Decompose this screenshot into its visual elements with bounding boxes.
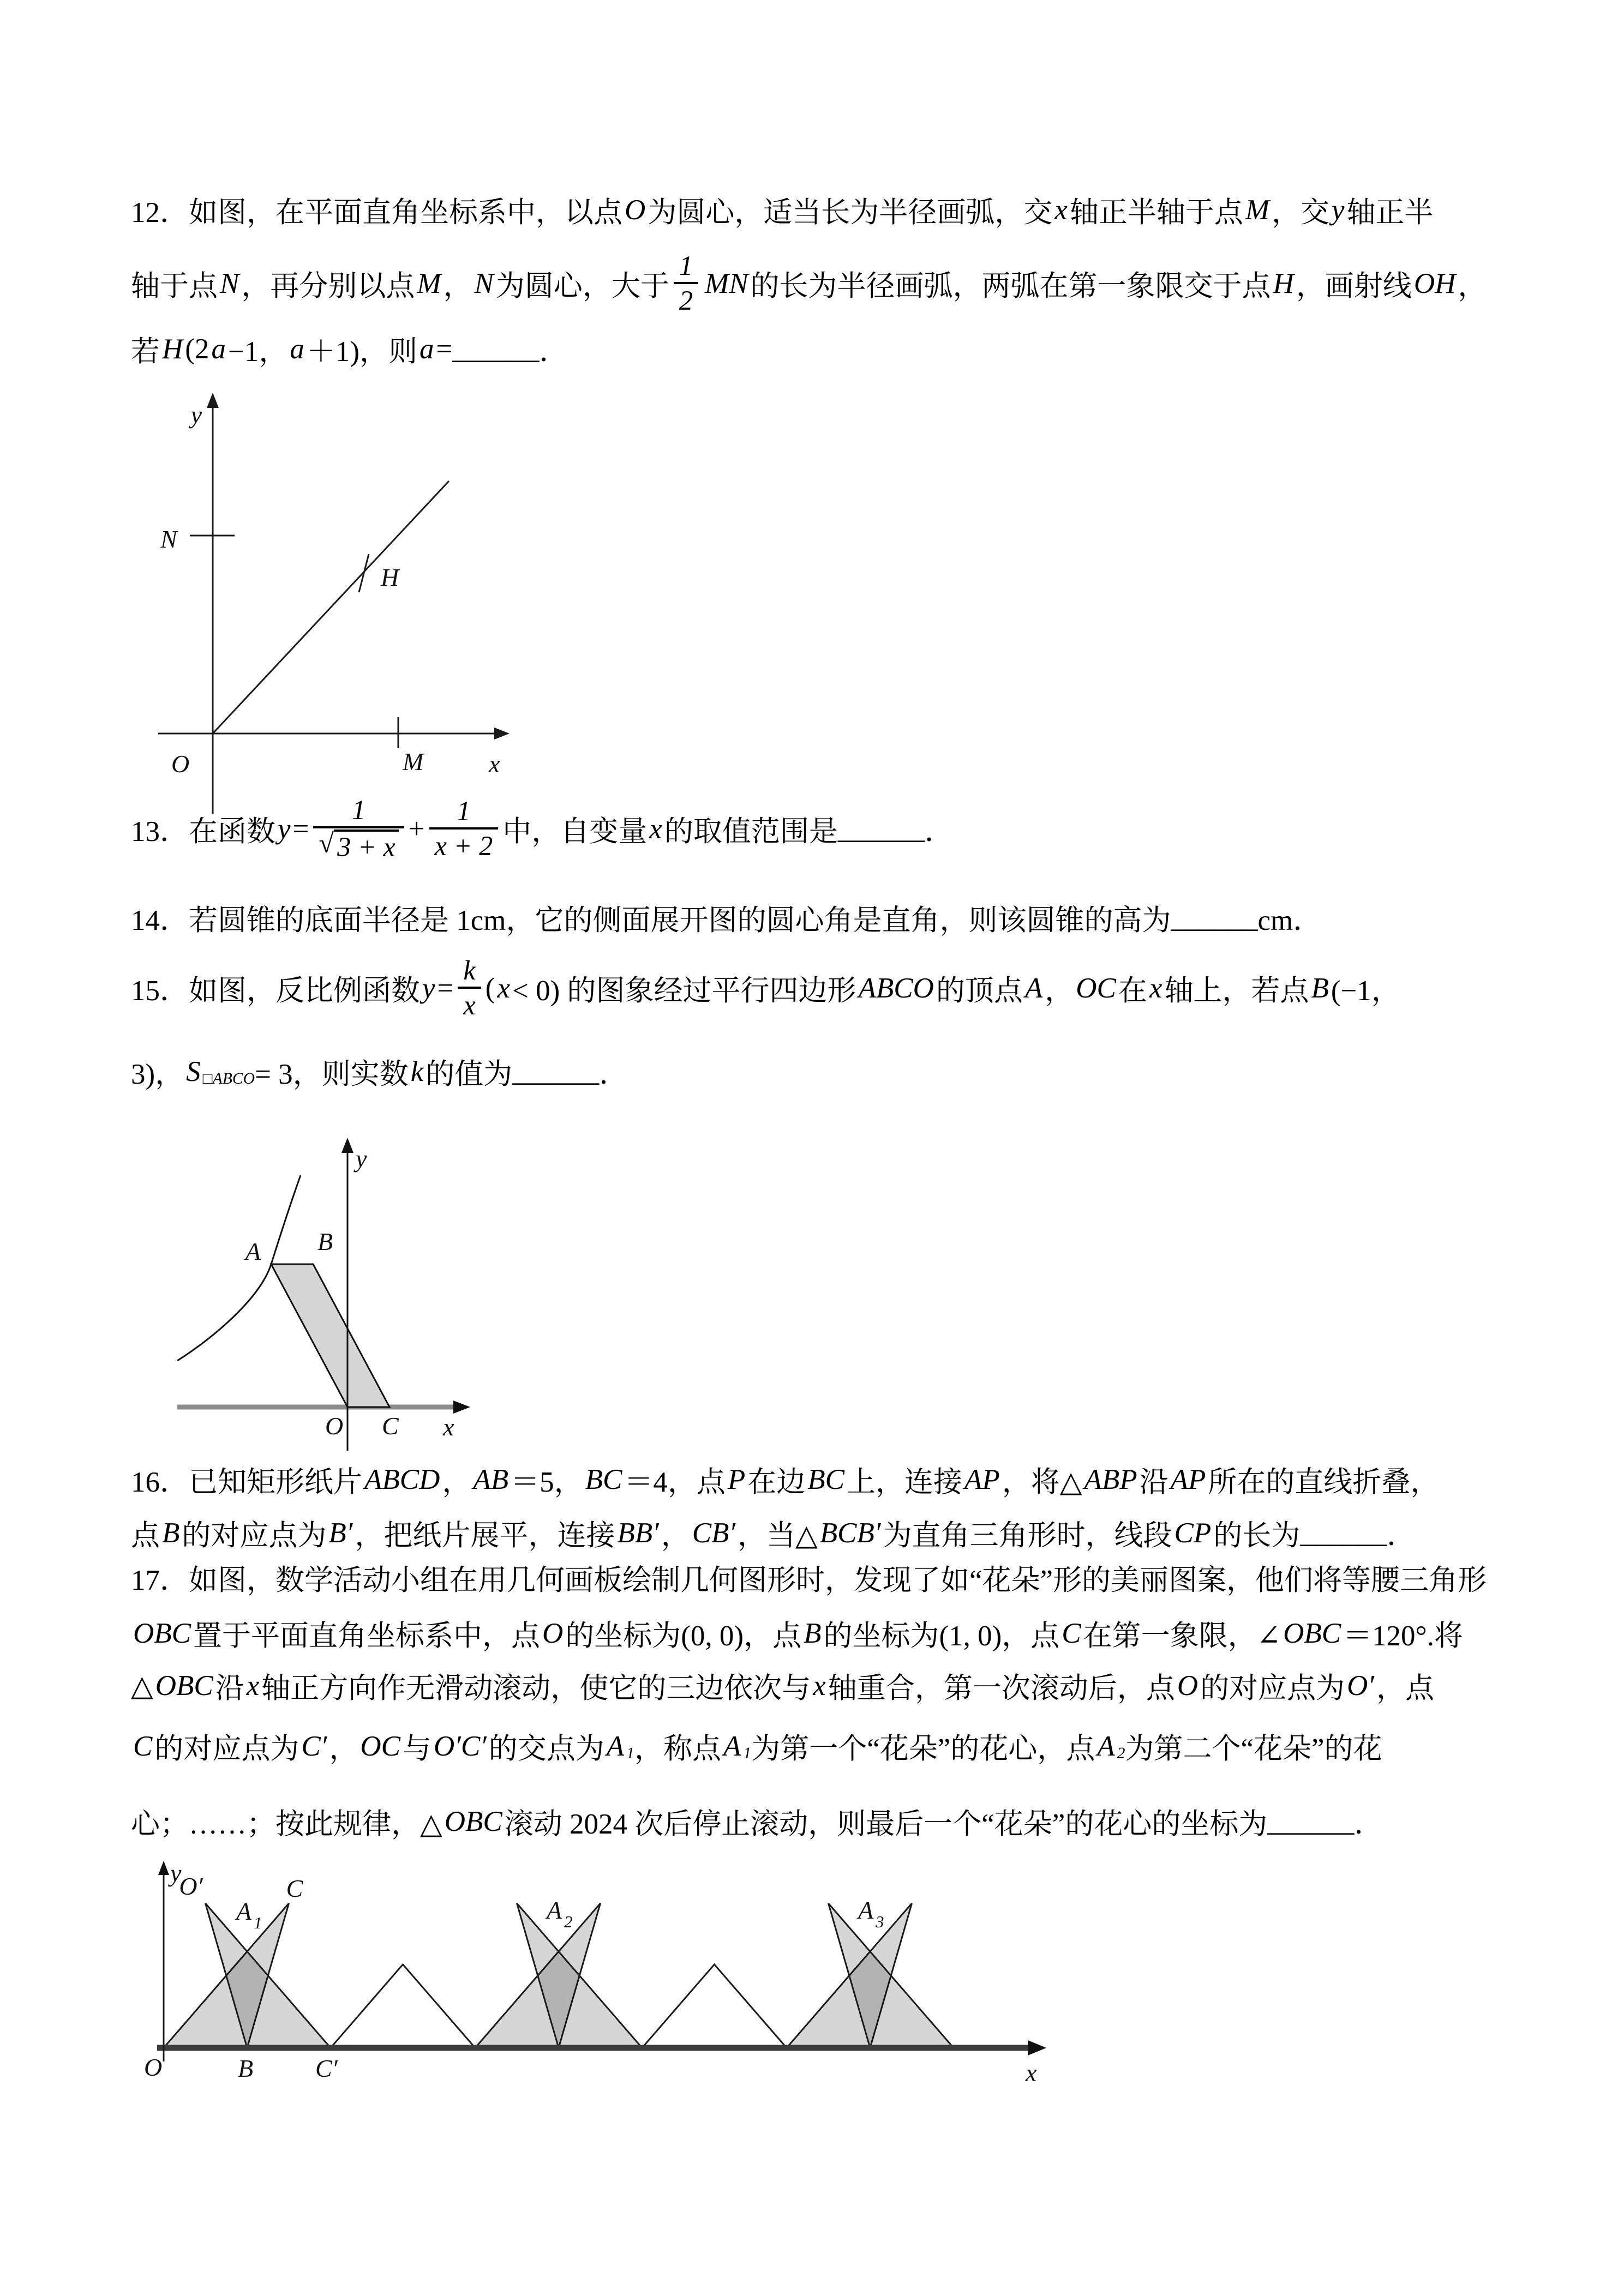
math-variable: OBC bbox=[444, 1806, 502, 1837]
text-run: △ bbox=[131, 1670, 153, 1702]
text-run: 的坐标为(1, 0)，点 bbox=[823, 1620, 1060, 1652]
math-variable: B bbox=[804, 1618, 822, 1649]
label-x-axis: x bbox=[1026, 2059, 1037, 2087]
math-variable: BC bbox=[585, 1464, 622, 1495]
math-variable: O′C′ bbox=[433, 1730, 487, 1762]
text-run: 沿 bbox=[1139, 1466, 1168, 1498]
math-variable: x bbox=[246, 1670, 260, 1702]
label-point-a3-subscript: 3 bbox=[876, 1912, 884, 1931]
text-run: 为直角三角形时，线段 bbox=[883, 1520, 1172, 1552]
label-y-axis: y bbox=[170, 1859, 182, 1887]
text-run: 滚动 2024 次后停止滚动，则最后一个“花朵”的花心的坐标为 bbox=[504, 1808, 1268, 1840]
question-13-line-1 bbox=[131, 780, 954, 878]
math-variable: H bbox=[1273, 268, 1294, 299]
figure-q15-parallelogram-hyperbola bbox=[164, 1123, 524, 1462]
label-point-h: H bbox=[381, 563, 399, 591]
text-run: ， bbox=[442, 1466, 471, 1498]
question-17-line-3 bbox=[131, 1656, 1434, 1716]
math-variable: ABCO bbox=[858, 972, 934, 1004]
text-run: ______ bbox=[1171, 902, 1258, 934]
math-variable: B bbox=[162, 1517, 180, 1549]
text-run: 为圆心，大于 bbox=[495, 271, 669, 302]
text-run: 置于平面直角坐标系中，点 bbox=[193, 1620, 540, 1652]
text-run: = 3，则实数 bbox=[255, 1059, 409, 1090]
text-run: 与 bbox=[402, 1733, 432, 1765]
math-variable: BCB′ bbox=[819, 1517, 881, 1549]
label-point-a1: A bbox=[236, 1897, 252, 1925]
math-variable: N bbox=[474, 268, 494, 299]
math-variable: O′ bbox=[1347, 1670, 1374, 1702]
text-run: 的对应点为 bbox=[154, 1733, 299, 1765]
text-run: = bbox=[436, 333, 453, 365]
math-variable: x bbox=[1054, 194, 1068, 226]
math-variable: x bbox=[1149, 972, 1162, 1004]
math-variable: OH bbox=[1413, 268, 1456, 299]
math-variable: OBC bbox=[155, 1670, 213, 1702]
text-run: 轴重合，第一次滚动后，点 bbox=[828, 1673, 1175, 1704]
math-subscript: 1 bbox=[743, 1744, 752, 1762]
math-variable: O bbox=[542, 1618, 564, 1649]
text-run: 的值为 bbox=[426, 1059, 513, 1090]
text-run: 16．已知矩形纸片 bbox=[131, 1466, 362, 1498]
text-run: 的取值范围是 bbox=[664, 816, 838, 848]
intermediate-triangle-2 bbox=[642, 1964, 787, 2048]
figure-q12-coordinate-construction bbox=[147, 382, 529, 824]
text-run: 轴于点 bbox=[131, 271, 218, 302]
question-12-line-1 bbox=[131, 180, 1434, 240]
math-variable: C bbox=[1062, 1618, 1081, 1649]
intermediate-triangle-1 bbox=[331, 1964, 475, 2048]
label-point-c-prime: C′ bbox=[315, 2054, 338, 2082]
math-subscript: 1 bbox=[626, 1744, 634, 1762]
text-run: ＋1)，则 bbox=[306, 336, 417, 368]
label-y-axis: y bbox=[356, 1145, 367, 1173]
math-variable: O bbox=[625, 194, 646, 226]
label-point-c: C bbox=[382, 1412, 399, 1440]
text-run: 3)， bbox=[131, 1059, 184, 1090]
text-run: cm． bbox=[1257, 905, 1322, 936]
math-variable: B bbox=[1311, 972, 1329, 1004]
text-run: ＝120°.将 bbox=[1343, 1620, 1464, 1652]
text-run: = bbox=[292, 813, 309, 845]
math-variable: A bbox=[1097, 1730, 1115, 1762]
math-variable: BC bbox=[807, 1464, 844, 1495]
math-variable: A bbox=[1024, 972, 1043, 1004]
text-run: ，将△ bbox=[1002, 1466, 1082, 1498]
question-16-line-1 bbox=[131, 1450, 1439, 1510]
text-run: ，画射线 bbox=[1296, 271, 1412, 302]
text-run: ． bbox=[1387, 1520, 1416, 1552]
text-run: 上，连接 bbox=[846, 1466, 962, 1498]
label-origin: O bbox=[325, 1412, 344, 1440]
text-run: (−1， bbox=[1331, 975, 1400, 1007]
math-variable: ABP bbox=[1084, 1464, 1137, 1495]
x-axis-arrow-icon bbox=[453, 1401, 470, 1414]
math-variable: AP bbox=[1170, 1464, 1206, 1495]
text-run: ， bbox=[1045, 975, 1074, 1007]
math-subscript: 2 bbox=[1117, 1744, 1125, 1762]
math-variable: BB′ bbox=[617, 1517, 659, 1549]
text-run: + bbox=[408, 813, 425, 845]
question-12-line-3 bbox=[131, 319, 568, 379]
x-axis-arrow-icon bbox=[494, 728, 510, 740]
text-run: ． bbox=[599, 1059, 628, 1090]
text-run: 的对应点为 bbox=[1200, 1673, 1345, 1704]
math-variable: OBC bbox=[1283, 1618, 1341, 1649]
text-run: −1， bbox=[227, 336, 288, 368]
text-run: ______ bbox=[1300, 1517, 1387, 1549]
math-variable: a bbox=[211, 333, 226, 365]
text-run: ，点 bbox=[1376, 1673, 1434, 1704]
math-variable: P bbox=[727, 1464, 746, 1495]
text-run: 的顶点 bbox=[936, 975, 1023, 1007]
math-variable: ABCD bbox=[364, 1464, 440, 1495]
math-variable: a bbox=[290, 333, 304, 365]
math-variable: y bbox=[1331, 194, 1345, 226]
label-origin: O bbox=[144, 2053, 163, 2081]
text-run: 为第一个“花朵”的花心，点 bbox=[751, 1733, 1095, 1765]
text-run: 轴上，若点 bbox=[1164, 975, 1309, 1007]
text-run: ，把纸片展平，连接 bbox=[355, 1520, 615, 1552]
question-17-line-1 bbox=[131, 1548, 1487, 1608]
math-variable: M bbox=[417, 268, 441, 299]
label-point-b: B bbox=[238, 2054, 254, 2082]
label-point-m: M bbox=[403, 748, 424, 776]
label-point-a: A bbox=[245, 1237, 261, 1265]
y-axis-arrow-icon bbox=[207, 393, 219, 408]
text-run: ＝4，点 bbox=[624, 1466, 726, 1498]
text-run: ． bbox=[924, 816, 954, 848]
text-run: ， bbox=[329, 1733, 358, 1765]
text-run: 若 bbox=[131, 336, 160, 368]
math-variable: OC bbox=[360, 1730, 400, 1762]
text-run: 的交点为 bbox=[488, 1733, 604, 1765]
text-run: 沿 bbox=[215, 1673, 244, 1704]
question-15-line-2 bbox=[131, 1042, 628, 1102]
text-run: ______ bbox=[512, 1056, 600, 1087]
math-variable: a bbox=[419, 333, 434, 365]
math-variable: CB′ bbox=[692, 1517, 736, 1549]
text-run: ______ bbox=[452, 333, 540, 365]
tick-h bbox=[359, 554, 369, 592]
text-run: 为圆心，适当长为半径画弧，交 bbox=[648, 197, 1053, 229]
math-variable: O bbox=[1177, 1670, 1198, 1702]
fraction: $\frac{1}{2}$ bbox=[674, 250, 698, 317]
y-axis-arrow-icon bbox=[158, 1861, 169, 1875]
label-origin: O bbox=[171, 750, 190, 778]
math-variable: y bbox=[422, 972, 435, 1004]
label-point-a3: A bbox=[858, 1896, 874, 1924]
text-run: 的长为半径画弧，两弧在第一象限交于点 bbox=[750, 271, 1271, 302]
math-variable: OBC bbox=[133, 1618, 191, 1649]
label-point-n: N bbox=[160, 525, 177, 553]
text-run: ， bbox=[1458, 271, 1487, 302]
text-run: 的对应点为 bbox=[182, 1520, 327, 1552]
fraction: $\frac{k}{x}$ bbox=[458, 955, 481, 1021]
y-axis-arrow-icon bbox=[341, 1138, 353, 1153]
text-run: ______ bbox=[1267, 1806, 1355, 1837]
text-run: 为第二个“花朵”的花 bbox=[1125, 1733, 1382, 1765]
text-run: 中，自变量 bbox=[502, 816, 648, 848]
text-run: 的长为 bbox=[1213, 1520, 1301, 1552]
math-variable: N bbox=[220, 268, 239, 299]
parallelogram-abco bbox=[271, 1264, 389, 1407]
text-run: 点 bbox=[131, 1520, 160, 1552]
text-run: 在第一象限，∠ bbox=[1083, 1620, 1281, 1652]
question-12-line-2 bbox=[131, 235, 1487, 333]
text-run: ． bbox=[539, 336, 568, 368]
text-run: < 0) 的图象经过平行四边形 bbox=[512, 975, 856, 1007]
math-variable: H bbox=[162, 333, 183, 365]
text-run: ，再分别以点 bbox=[241, 271, 415, 302]
label-point-b: B bbox=[317, 1228, 333, 1255]
fraction: $\frac{1}{x + 2}$ bbox=[429, 796, 499, 862]
text-run: ， bbox=[661, 1520, 690, 1552]
text-run: 的坐标为(0, 0)，点 bbox=[565, 1620, 802, 1652]
text-run: ，称点 bbox=[634, 1733, 721, 1765]
text-run: 心；……；按此规律，△ bbox=[131, 1808, 442, 1840]
math-variable: AP bbox=[964, 1464, 1000, 1495]
label-point-a2: A bbox=[547, 1896, 562, 1924]
text-run: (2 bbox=[185, 333, 209, 365]
math-subscript: □ABCO bbox=[202, 1069, 255, 1087]
question-17-line-5 bbox=[131, 1792, 1383, 1852]
text-run: 轴正半 bbox=[1346, 197, 1434, 229]
math-variable: B′ bbox=[328, 1517, 353, 1549]
math-variable: CP bbox=[1174, 1517, 1212, 1549]
label-point-o-prime: O′ bbox=[179, 1872, 203, 1900]
x-axis-arrow-icon bbox=[1028, 2040, 1046, 2055]
text-run: 15．如图，反比例函数 bbox=[131, 975, 420, 1007]
question-17-line-4 bbox=[131, 1716, 1382, 1776]
text-run: 轴正半轴于点 bbox=[1069, 197, 1243, 229]
math-variable: MN bbox=[705, 268, 748, 299]
text-run: 在 bbox=[1118, 975, 1147, 1007]
math-variable: x bbox=[649, 813, 662, 845]
math-variable: S bbox=[186, 1056, 201, 1087]
text-run: 轴正方向作无滑动滚动，使它的三边依次与 bbox=[261, 1673, 811, 1704]
text-run: 14．若圆锥的底面半径是 1cm，它的侧面展开图的圆心角是直角，则该圆锥的高为 bbox=[131, 905, 1171, 936]
text-run: 12．如图，在平面直角坐标系中，以点 bbox=[131, 197, 622, 229]
text-run: ． bbox=[1354, 1808, 1383, 1840]
math-variable: A bbox=[723, 1730, 741, 1762]
text-run: ______ bbox=[837, 813, 925, 845]
label-point-a2-subscript: 2 bbox=[564, 1912, 573, 1931]
text-run: = bbox=[437, 972, 454, 1004]
text-run: ， bbox=[443, 271, 472, 302]
ray-oh bbox=[213, 481, 449, 734]
label-point-a1-subscript: 1 bbox=[254, 1913, 262, 1932]
math-variable: M bbox=[1245, 194, 1269, 226]
label-point-c: C bbox=[286, 1874, 303, 1902]
text-run: ( bbox=[485, 972, 495, 1004]
label-x-axis: x bbox=[489, 750, 500, 778]
math-variable: x bbox=[497, 972, 510, 1004]
math-variable: OC bbox=[1076, 972, 1116, 1004]
figure-q17-rolling-triangles bbox=[136, 1854, 1096, 2089]
math-variable: y bbox=[278, 813, 291, 845]
math-variable: x bbox=[813, 1670, 826, 1702]
math-variable: A bbox=[606, 1730, 625, 1762]
question-15-line-1 bbox=[131, 939, 1400, 1037]
label-y-axis: y bbox=[190, 401, 202, 429]
math-variable: C bbox=[133, 1730, 153, 1762]
text-run: ，当△ bbox=[738, 1520, 818, 1552]
text-run: ，交 bbox=[1271, 197, 1329, 229]
math-variable: AB bbox=[473, 1464, 509, 1495]
question-17-line-2 bbox=[131, 1603, 1463, 1663]
text-run: 在边 bbox=[747, 1466, 806, 1498]
math-variable: k bbox=[410, 1056, 424, 1087]
text-run: ＝5， bbox=[511, 1466, 583, 1498]
text-run: 17．如图，数学活动小组在用几何画板绘制几何图形时，发现了如“花朵”形的美丽图案，他们将等腰三角形 bbox=[131, 1565, 1487, 1596]
text-run: 13．在函数 bbox=[131, 816, 275, 848]
text-run: 所在的直线折叠， bbox=[1208, 1466, 1440, 1498]
fraction: 1 √ 3 + x bbox=[313, 795, 404, 863]
label-x-axis: x bbox=[443, 1413, 454, 1441]
math-variable: C′ bbox=[301, 1730, 327, 1762]
